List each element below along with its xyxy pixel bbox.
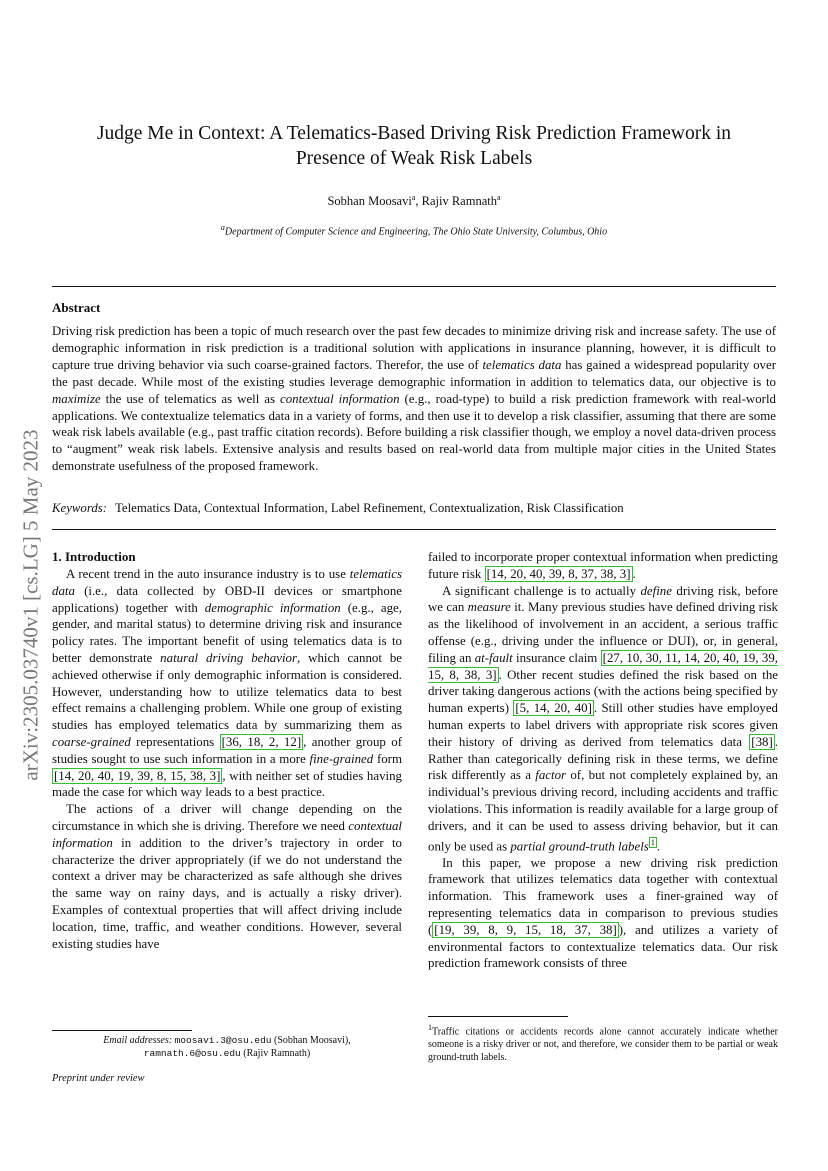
abstract-emph: maximize xyxy=(52,391,101,406)
abstract-body xyxy=(52,323,776,475)
body-emph: coarse-grained xyxy=(52,734,131,749)
paragraph xyxy=(52,801,402,952)
body-text: ), and utilizes a variety of environmental factors to contextualize telematics data. Our risk prediction framework consists of three xyxy=(428,922,778,971)
body-text: it. Many previous studies have defined driving risk as the likelihood of involvement in an accident, a serious traffic offense (e.g., driving under the influence or DUI), or, in general, filing an xyxy=(428,600,778,665)
body-text: insurance claim xyxy=(512,650,601,665)
footnote-mark: 1 xyxy=(428,1023,432,1032)
email-name: (Rajiv Ramnath) xyxy=(243,1048,311,1059)
body-text: . Rather than categorically defining risk in these terms, we define risk differently as a xyxy=(428,734,778,783)
body-emph: define xyxy=(640,583,672,598)
body-text: driving risk, before we can xyxy=(428,583,779,615)
email-label: Email addresses: xyxy=(103,1035,173,1046)
section-heading: 1. Introduction xyxy=(52,549,136,564)
email-name: (Sobhan Moosavi), xyxy=(274,1035,351,1046)
footnote-rule-right xyxy=(428,1016,568,1017)
body-text: (e.g., age, gender, and marital status) to determine driving risk and insurance policy rates. The important benefit of using telematics data is to better demonstrate xyxy=(52,600,402,665)
body-emph: contextual information xyxy=(52,818,402,850)
body-text: representations xyxy=(130,734,220,749)
abstract-top-rule xyxy=(52,286,776,287)
footnote-text: Traffic citations or accidents records alone cannot accurately indicate whether someone is a risky driver or not, and therefore, we consider them to be partial or weak ground-truth labels. xyxy=(428,1026,778,1064)
abstract-text: the use of telematics as well as xyxy=(100,391,280,406)
preprint-note: Preprint under review xyxy=(52,1073,145,1084)
footnote xyxy=(428,1021,778,1064)
arxiv-stamp xyxy=(6,365,56,845)
author-1-sup: a xyxy=(411,193,416,202)
body-text: of, but not completely explained by, an individual’s previous driving record, including accidents and traffic violations. This information is readily available for a large group of drivers, and it can be used to assess driving behavior, but it can only be used as xyxy=(428,768,778,853)
body-text: In this paper, we propose a new driving risk prediction framework that utilizes telematics data together with contextual information. This framework uses a finer-grained way of representing telematics data in comparison to previous studies ( xyxy=(428,855,778,937)
title-line-2: Presence of Weak Risk Labels xyxy=(295,148,533,169)
body-text: A significant challenge is to actually xyxy=(442,583,641,598)
abstract-text: Driving risk prediction has been a topic of much research over the past few decades to minimize driving risk and increase safety. The use of demographic information in risk prediction is a traditional solution with applications in insurance planning, however, it is difficult to capture true driving behavior via such coarse-grained factors. Therefor, the use of xyxy=(52,324,776,372)
keywords-list: Telematics Data, Contextual Information, Label Refinement, Contextualization, Risk Classification xyxy=(114,501,624,515)
body-text: . Other recent studies defined the risk based on the driver taking dangerous actions (with the actions being specified by human experts) xyxy=(428,667,778,716)
body-emph: telematics data xyxy=(52,567,402,598)
affiliation xyxy=(40,223,788,237)
body-text: failed to incorporate proper contextual information when predicting future risk xyxy=(428,550,778,581)
body-text: (i.e., data collected by OBD-II devices or smartphone applications) together with xyxy=(52,583,402,615)
abstract-bottom-rule xyxy=(52,529,776,530)
left-column xyxy=(52,566,402,952)
body-text: A recent trend in the auto insurance industry is to use xyxy=(66,567,350,581)
abstract-text: has gained a widespread popularity over the past decade. While most of the existing studies leverage demographic information in addition to telematics data, our objective is to xyxy=(52,357,776,389)
body-text: The actions of a driver will change depending on the circumstance in which she is driving. Therefore we need xyxy=(52,802,402,833)
footnote-link[interactable]: 1 xyxy=(650,837,655,847)
author-2-sup: a xyxy=(496,193,501,202)
body-emph: factor xyxy=(535,768,567,783)
body-text: , with neither set of studies having made the case for which way leads to a best practice. xyxy=(52,768,402,800)
email-link[interactable]: ramnath.6@osu.edu xyxy=(143,1048,241,1059)
email-link[interactable]: moosavi.3@osu.edu xyxy=(174,1035,272,1046)
paragraph xyxy=(428,855,778,973)
citation-link[interactable]: [19, 39, 8, 9, 15, 18, 37, 38] xyxy=(434,922,617,937)
citation-link[interactable]: [14, 20, 40, 39, 8, 37, 38, 3] xyxy=(486,566,631,581)
body-emph: demographic information xyxy=(204,600,341,615)
body-text: form xyxy=(373,751,403,766)
footnote-rule-left xyxy=(52,1030,192,1031)
body-emph: natural driving behavior xyxy=(160,650,298,665)
paragraph xyxy=(428,549,778,583)
keywords-label: Keywords: xyxy=(52,501,107,515)
arxiv-stamp-text: arXiv:2305.03740v1 [cs.LG] 5 May 2023 xyxy=(18,429,43,781)
keywords xyxy=(52,501,624,516)
abstract-text: (e.g., road-type) to build a risk prediction framework with real-world applications. We contextualize telematics data in a variety of forms, and then use it to develop a risk classifier, assuming that there are some weak risk labels available (e.g., past traffic citation records). Before building a risk classifier though, we employ a novel data-driven process to “augment” weak risk labels. Extensive analysis and results based on real-world data from multiple major cities in the United States demonstrate usefulness of the proposed framework. xyxy=(52,391,776,474)
body-emph: measure xyxy=(467,600,511,615)
affiliation-sup: a xyxy=(220,223,225,232)
paper-title xyxy=(40,121,788,171)
abstract-heading: Abstract xyxy=(52,300,101,315)
citation-link[interactable]: [36, 18, 2, 12] xyxy=(221,734,302,749)
citation-link[interactable]: [27, 10, 30, 11, 14, 20, 40, 19, 39, 15, 8, 38, 3] xyxy=(428,650,778,682)
abstract-emph: telematics data xyxy=(482,357,562,372)
email-footnote xyxy=(52,1034,402,1060)
author-1: Sobhan Moosavi xyxy=(327,194,412,209)
citation-link[interactable]: [14, 20, 40, 19, 39, 8, 15, 38, 3] xyxy=(54,768,221,783)
body-text: . xyxy=(632,566,636,581)
right-column xyxy=(428,549,778,972)
body-text: in addition to the driver’s trajectory in order to characterize the driver appropriately (if we do not understand the context a driver may be characterized as safe although she drives the same way on rainy days, and is actually a risky driver). Examples of contextual properties that will affect driving include location, time, traffic, and weather conditions. However, several existing studies have xyxy=(52,835,402,951)
body-text: . Still other studies have employed human experts to label drivers with appropriate risk scores given their history of driving as derived from telematics data xyxy=(428,701,779,749)
title-line-1: Judge Me in Context: A Telematics-Based Driving Risk Prediction Framework in xyxy=(96,123,732,144)
body-text: . xyxy=(656,838,661,853)
affiliation-text: Department of Computer Science and Engineering, The Ohio State University, Columbus, Ohio xyxy=(224,226,608,238)
author-2: Rajiv Ramnath xyxy=(421,194,497,209)
abstract-emph: contextual information xyxy=(280,391,400,406)
citation-link[interactable]: [5, 14, 20, 40] xyxy=(515,701,592,716)
authors: Sobhan Moosavi$^a$, Rajiv Ramnath$^a$ xyxy=(327,193,501,209)
body-text: , another group of studies sought to use such information in a more xyxy=(52,734,402,766)
body-emph: partial ground-truth labels xyxy=(510,838,649,853)
citation-link[interactable]: [38] xyxy=(751,734,773,749)
paragraph xyxy=(52,566,402,801)
paragraph xyxy=(428,583,778,855)
body-text: , which cannot be achieved otherwise if only demographic information is considered. However, understanding how to utilize telematics data to best effect remains a challenging problem. While one group of existing studies has employed telematics data by summarizing them as xyxy=(52,650,402,733)
body-emph: fine-grained xyxy=(309,751,374,766)
body-emph: at-fault xyxy=(474,650,513,665)
